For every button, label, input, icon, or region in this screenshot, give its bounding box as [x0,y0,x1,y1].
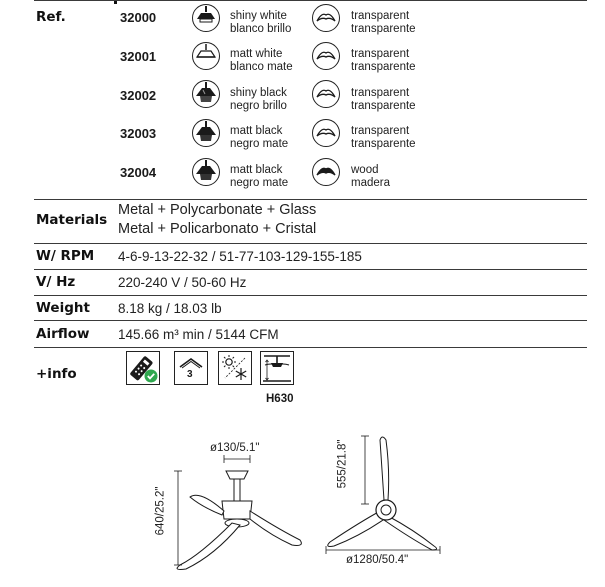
blade-transparent-icon [312,42,340,70]
materials-label: Materials [36,212,108,228]
ref-code: 32003 [120,126,157,141]
voltage-label: V/ Hz [36,274,76,290]
finish-text: matt black negro mate [230,164,289,189]
ref-code: 32004 [120,165,157,180]
voltage-value: 220-240 V / 50-60 Hz [118,275,247,290]
finish-text: shiny black negro brillo [230,87,287,112]
blades-count-icon [174,351,208,385]
info-label: +info [36,366,77,382]
ref-label: Ref. [36,9,66,25]
overall-height-top: 555/21.8" [336,439,349,489]
weight-value: 8.18 kg / 18.03 lb [118,301,222,316]
finish-text: shiny white blanco brillo [230,10,292,35]
ceiling-fan-white-icon [192,4,220,32]
rpm-label: W/ RPM [36,248,95,264]
blade-text: transparent transparente [351,125,416,150]
blade-transparent-icon [312,80,340,108]
weight-label: Weight [36,300,90,316]
blades-count: 3 [187,369,193,380]
blade-text: wood madera [351,164,390,189]
blade-text: transparent transparente [351,10,416,35]
voltage-row [34,270,587,296]
ref-code: 32000 [120,10,157,25]
ref-row [34,0,587,200]
blade-text: transparent transparente [351,87,416,112]
top-view-drawing [320,430,450,580]
rpm-row [34,244,587,270]
overall-height-side: 640/25.2" [154,486,167,536]
blade-text: transparent transparente [351,48,416,73]
ceiling-fan-black-icon [192,119,220,147]
height-label: H630 [266,393,294,405]
finish-text: matt black negro mate [230,125,289,150]
blade-wood-icon [312,158,340,186]
height-icon [260,351,294,385]
ceiling-fan-black-icon [192,158,220,186]
materials-row [34,199,587,244]
blade-transparent-icon [312,119,340,147]
airflow-label: Airflow [36,326,90,342]
materials-en: Metal + Polycarbonate + Glass [118,202,317,218]
summer-winter-icon [218,351,252,385]
remote-control-icon [126,351,160,385]
materials-es: Metal + Policarbonato + Cristal [118,221,317,237]
airflow-value: 145.66 m³ min / 5144 CFM [118,327,279,342]
finish-text: matt white blanco mate [230,48,293,73]
rpm-value: 4-6-9-13-22-32 / 51-77-103-129-155-185 [118,249,362,264]
blade-transparent-icon [312,4,340,32]
canopy-diameter: ø130/5.1" [210,442,260,454]
airflow-row [34,321,587,348]
ref-code: 32002 [120,88,157,103]
weight-row [34,296,587,321]
blade-diameter: ø1280/50.4" [346,554,409,566]
ceiling-fan-white-icon [192,42,220,70]
side-view-drawing [154,435,320,583]
ref-code: 32001 [120,49,157,64]
ceiling-fan-black-icon [192,80,220,108]
